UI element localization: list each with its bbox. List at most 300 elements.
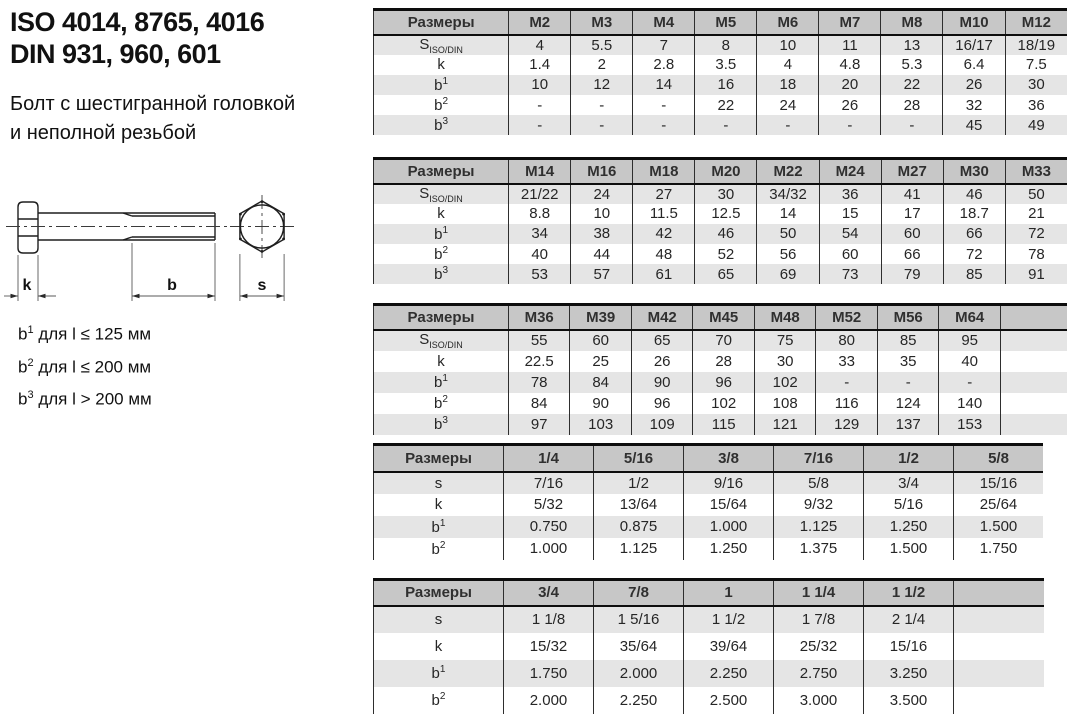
value-cell: 90 [570,393,632,414]
value-cell: 46 [943,184,1005,204]
value-cell: 85 [877,330,939,351]
header-row [374,580,1045,606]
value-cell: 3.250 [864,660,954,687]
value-cell: - [881,115,943,135]
size-header: M10 [943,10,1005,35]
table-row [374,372,1067,393]
value-cell: 109 [631,414,693,435]
footnote-b1 [18,316,152,349]
value-cell: 1/2 [594,472,684,494]
size-header: M18 [633,159,695,184]
row-label: k [374,204,509,224]
row-label: $S_{ISO/DIN}$ [374,35,509,55]
row-label: $b^2$ [374,393,509,414]
value-cell: 34 [509,224,571,244]
value-cell: 40 [509,244,571,264]
size-header: M5 [695,10,757,35]
size-header: 3/8 [684,445,774,472]
value-cell: 15/16 [954,472,1044,494]
size-column-header: Размеры [374,159,509,184]
table-row [374,660,1045,687]
footnote-text: для l ≤ 200 мм [33,357,152,377]
value-cell: 90 [631,372,693,393]
size-header: M45 [693,305,755,330]
value-cell: 70 [693,330,755,351]
table-row [374,516,1044,538]
empty-cell [1000,372,1067,393]
value-cell: 28 [693,351,755,372]
value-cell: - [509,115,571,135]
value-cell: 121 [754,414,816,435]
value-cell: 73 [819,264,881,284]
value-cell: 84 [570,372,632,393]
metric-table-m14-m33 [373,157,1067,284]
value-cell: 46 [695,224,757,244]
value-cell: 54 [819,224,881,244]
value-cell: 18/19 [1005,35,1067,55]
table-row [374,204,1067,224]
value-cell: 5/32 [504,494,594,516]
value-cell: 84 [508,393,570,414]
size-header: M27 [881,159,943,184]
metric-table-m36-m64 [373,303,1067,435]
dimension-label-k: k [22,277,32,294]
row-label-superscript: 1 [442,373,448,384]
value-cell: 42 [633,224,695,244]
row-label: s [374,472,504,494]
value-cell: 26 [819,95,881,115]
value-cell: - [571,115,633,135]
row-label: $b^1$ [374,372,509,393]
value-cell: 1.000 [684,516,774,538]
value-cell: 4 [757,55,819,75]
value-cell: 97 [508,414,570,435]
size-header: 5/16 [594,445,684,472]
footnote-text: для l ≤ 125 мм [33,324,152,344]
row-label-superscript: 1 [442,75,449,87]
value-cell: 7/16 [504,472,594,494]
value-cell: 44 [571,244,633,264]
value-cell: 20 [819,75,881,95]
value-cell: 65 [695,264,757,284]
row-label: $b^2$ [374,244,509,264]
value-cell: - [877,372,939,393]
value-cell: 7 [633,35,695,55]
size-header: M20 [695,159,757,184]
table-row [374,687,1045,714]
footnote-sup: 3 [27,389,34,402]
value-cell: 5.3 [881,55,943,75]
size-header: M56 [877,305,939,330]
size-header: 1 1/4 [774,580,864,606]
size-header: M48 [754,305,816,330]
value-cell: 25/64 [954,494,1044,516]
value-cell: 13 [881,35,943,55]
page-title [10,6,264,70]
size-header: M8 [881,10,943,35]
value-cell: 26 [943,75,1005,95]
row-label-superscript: 2 [442,394,448,405]
row-label-superscript: 2 [439,539,446,551]
value-cell: 5.5 [571,35,633,55]
header-row [374,10,1067,35]
value-cell: 48 [633,244,695,264]
size-column-header: Размеры [374,445,504,472]
row-label: k [374,633,504,660]
header-row [374,445,1044,472]
size-header: M36 [508,305,570,330]
value-cell: 78 [1005,244,1067,264]
empty-cell [954,687,1045,714]
row-label: $b^2$ [374,95,509,115]
value-cell: 30 [754,351,816,372]
value-cell: - [633,95,695,115]
value-cell: 1 7/8 [774,606,864,633]
value-cell: 102 [754,372,816,393]
value-cell: 3/4 [864,472,954,494]
value-cell: 137 [877,414,939,435]
value-cell: 1.4 [509,55,571,75]
value-cell: 91 [1005,264,1067,284]
value-cell: 1.000 [504,538,594,560]
value-cell: 108 [754,393,816,414]
row-label: k [374,55,509,75]
value-cell: - [633,115,695,135]
value-cell: 9/16 [684,472,774,494]
value-cell: 40 [939,351,1001,372]
value-cell: - [695,115,757,135]
centerlines [6,195,294,258]
value-cell: 1.500 [954,516,1044,538]
table-row [374,472,1044,494]
value-cell: 1.250 [684,538,774,560]
value-cell: 2.8 [633,55,695,75]
footnote-sup: 1 [27,324,34,336]
row-label: $b^1$ [374,516,504,538]
table-row [374,55,1067,75]
value-cell: 103 [570,414,632,435]
value-cell: 116 [816,393,878,414]
value-cell: 65 [631,330,693,351]
row-label-superscript: 3 [442,116,449,128]
value-cell: 2.750 [774,660,864,687]
row-label-superscript: 2 [442,96,449,108]
footnote-base: b [18,324,28,344]
value-cell: 78 [508,372,570,393]
value-cell: 140 [939,393,1001,414]
value-cell: 115 [693,414,755,435]
value-cell: 50 [757,224,819,244]
row-label-superscript: 1 [442,224,448,236]
footnote-sup: 2 [27,356,34,369]
value-cell: 16 [695,75,757,95]
value-cell: 1 5/16 [594,606,684,633]
empty-cell [1000,351,1067,372]
value-cell: 96 [631,393,693,414]
value-cell: 2.000 [594,660,684,687]
row-label-superscript: 1 [439,664,446,675]
size-header: M64 [939,305,1001,330]
footnote-b2 [18,349,152,382]
value-cell: 10 [571,204,633,224]
value-cell: 60 [819,244,881,264]
value-cell: 13/64 [594,494,684,516]
value-cell: 9/32 [774,494,864,516]
value-cell: 22 [881,75,943,95]
value-cell: 3.5 [695,55,757,75]
value-cell: 4.8 [819,55,881,75]
row-label-subscript: ISO/DIN [429,193,463,204]
value-cell: 22.5 [508,351,570,372]
row-label: $b^1$ [374,224,509,244]
value-cell: 153 [939,414,1001,435]
size-header: M52 [816,305,878,330]
value-cell: 129 [816,414,878,435]
value-cell: 1.500 [864,538,954,560]
bolt-drawing [0,185,345,320]
value-cell: 85 [943,264,1005,284]
size-header: M6 [757,10,819,35]
value-cell: 69 [757,264,819,284]
value-cell: 60 [570,330,632,351]
value-cell: 17 [881,204,943,224]
empty-cell [1000,393,1067,414]
value-cell: 79 [881,264,943,284]
row-label: $b^2$ [374,538,504,560]
size-header: 5/8 [954,445,1044,472]
empty-cell [1000,414,1067,435]
value-cell: - [816,372,878,393]
title-iso-line: ISO 4014, 8765, 4016 [10,7,265,37]
empty-header [1000,305,1067,330]
value-cell: 6.4 [943,55,1005,75]
value-cell: - [819,115,881,135]
value-cell: 15/64 [684,494,774,516]
value-cell: 8 [695,35,757,55]
value-cell: 30 [1005,75,1067,95]
value-cell: 24 [571,184,633,204]
size-header: M12 [1005,10,1067,35]
subtitle-line-1: Болт с шестигранной головкой [10,93,296,115]
value-cell: 96 [693,372,755,393]
size-header: M4 [633,10,695,35]
size-header: M30 [943,159,1005,184]
value-cell: 72 [943,244,1005,264]
size-header: 3/4 [504,580,594,606]
row-label: k [374,494,504,516]
row-label: $b^3$ [374,264,509,284]
value-cell: 124 [877,393,939,414]
empty-cell [954,633,1045,660]
value-cell: 12.5 [695,204,757,224]
value-cell: 2 [571,55,633,75]
value-cell: 2.000 [504,687,594,714]
value-cell: 26 [631,351,693,372]
size-header: M7 [819,10,881,35]
dimension-lines [4,243,284,301]
value-cell: 7.5 [1005,55,1067,75]
footnotes [18,316,152,414]
value-cell: 1.125 [594,538,684,560]
value-cell: 22 [695,95,757,115]
value-cell: 15/16 [864,633,954,660]
value-cell: 102 [693,393,755,414]
value-cell: 55 [508,330,570,351]
value-cell: 39/64 [684,633,774,660]
row-label: $b^1$ [374,660,504,687]
value-cell: 18 [757,75,819,95]
value-cell: 1.375 [774,538,864,560]
dimension-label-s: s [257,277,267,294]
size-header: M3 [571,10,633,35]
value-cell: 56 [757,244,819,264]
value-cell: 38 [571,224,633,244]
value-cell: 14 [757,204,819,224]
table-row [374,393,1067,414]
subtitle-line-2: и неполной резьбой [10,122,197,144]
value-cell: 61 [633,264,695,284]
page-subtitle [10,90,295,148]
value-cell: 25 [570,351,632,372]
value-cell: 1.125 [774,516,864,538]
metric-table-m2-m12 [373,8,1067,135]
empty-cell [954,606,1045,633]
row-label: $b^1$ [374,75,509,95]
value-cell: 45 [943,115,1005,135]
value-cell: 35 [877,351,939,372]
row-label-superscript: 2 [439,691,446,702]
value-cell: 1 1/8 [504,606,594,633]
table-row [374,494,1044,516]
size-header: M33 [1005,159,1067,184]
value-cell: 1 1/2 [684,606,774,633]
value-cell: 2 1/4 [864,606,954,633]
imperial-table-quarter-to-fiveeighths [373,443,1043,560]
value-cell: 30 [695,184,757,204]
value-cell: 50 [1005,184,1067,204]
size-header: M16 [571,159,633,184]
imperial-table-threequarters-to-oneandhalf [373,578,1044,714]
table-row [374,75,1067,95]
table-row [374,184,1067,204]
value-cell: 66 [881,244,943,264]
value-cell: 66 [943,224,1005,244]
value-cell: 72 [1005,224,1067,244]
value-cell: 49 [1005,115,1067,135]
size-header: 1 [684,580,774,606]
row-label-superscript: 1 [439,517,446,529]
table-row [374,538,1044,560]
table-row [374,95,1067,115]
row-label: $b^3$ [374,414,509,435]
value-cell: 36 [1005,95,1067,115]
size-header: 1/2 [864,445,954,472]
value-cell: 52 [695,244,757,264]
table-row [374,414,1067,435]
value-cell: 18.7 [943,204,1005,224]
size-header: 7/16 [774,445,864,472]
value-cell: 35/64 [594,633,684,660]
value-cell: 95 [939,330,1001,351]
value-cell: 25/32 [774,633,864,660]
value-cell: 8.8 [509,204,571,224]
size-column-header: Размеры [374,580,504,606]
row-label-subscript: ISO/DIN [429,44,463,55]
value-cell: 34/32 [757,184,819,204]
size-column-header: Размеры [374,10,509,35]
value-cell: 1.250 [864,516,954,538]
value-cell: 0.875 [594,516,684,538]
size-header: M42 [631,305,693,330]
empty-header [954,580,1045,606]
size-header: M2 [509,10,571,35]
header-row [374,159,1067,184]
value-cell: 10 [509,75,571,95]
size-header: 1/4 [504,445,594,472]
value-cell: 57 [571,264,633,284]
value-cell: 2.250 [684,660,774,687]
size-header: M22 [757,159,819,184]
value-cell: - [939,372,1001,393]
row-label: k [374,351,509,372]
value-cell: 16/17 [943,35,1005,55]
footnote-text: для l > 200 мм [33,389,152,409]
value-cell: 11.5 [633,204,695,224]
value-cell: 15 [819,204,881,224]
value-cell: 5/16 [864,494,954,516]
value-cell: 53 [509,264,571,284]
empty-cell [954,660,1045,687]
row-label-subscript: ISO/DIN [429,340,463,350]
table-row [374,606,1045,633]
value-cell: 21 [1005,204,1067,224]
table-row [374,330,1067,351]
row-label: $S_{ISO/DIN}$ [374,184,509,204]
value-cell: 27 [633,184,695,204]
table-row [374,115,1067,135]
value-cell: - [757,115,819,135]
value-cell: 1.750 [504,660,594,687]
table-row [374,224,1067,244]
value-cell: 36 [819,184,881,204]
value-cell: 60 [881,224,943,244]
value-cell: 80 [816,330,878,351]
size-header: 1 1/2 [864,580,954,606]
row-label-superscript: 3 [442,265,448,277]
value-cell: 11 [819,35,881,55]
value-cell: 3.000 [774,687,864,714]
value-cell: 2.500 [684,687,774,714]
row-label: s [374,606,504,633]
row-label-superscript: 3 [442,415,448,426]
title-din-line: DIN 931, 960, 601 [10,39,221,69]
dimension-label-b: b [167,277,177,294]
row-label-superscript: 2 [442,245,448,257]
empty-cell [1000,330,1067,351]
value-cell: 4 [509,35,571,55]
value-cell: 12 [571,75,633,95]
table-row [374,351,1067,372]
size-column-header: Размеры [374,305,509,330]
row-label: $b^2$ [374,687,504,714]
table-row [374,35,1067,55]
table-row [374,264,1067,284]
value-cell: 5/8 [774,472,864,494]
value-cell: - [571,95,633,115]
value-cell: 75 [754,330,816,351]
value-cell: 21/22 [509,184,571,204]
value-cell: 28 [881,95,943,115]
